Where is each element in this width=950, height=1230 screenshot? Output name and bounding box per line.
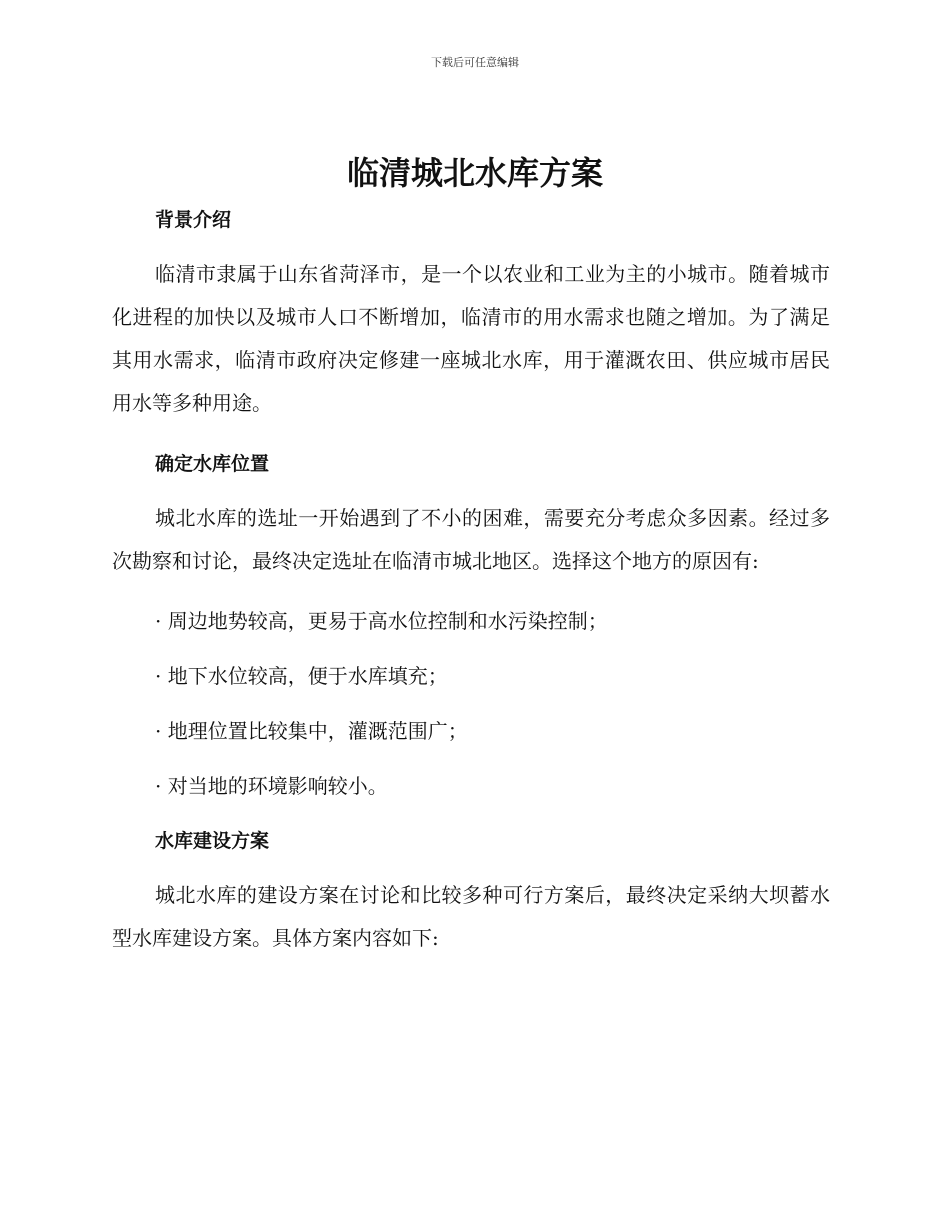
section-paragraph-construction: 城北水库的建设方案在讨论和比较多种可行方案后，最终决定采纳大坝蓄水型水库建设方案。具体方案内容如下: [112, 883, 830, 950]
section-paragraph-background: 临清市隶属于山东省菏泽市，是一个以农业和工业为主的小城市。随着城市化进程的加快以及城市人口不断增加，临清市的用水需求也随之增加。为了满足其用水需求，临清市政府决定修建一座城北水库，用于灌溉农田、供应城市居民用水等多种用途。 [112, 262, 830, 415]
section-heading-location: 确定水库位置 [155, 453, 270, 475]
section-heading-construction: 水库建设方案 [155, 830, 270, 852]
list-item: · 地理位置比较集中，灌溉范围广； [155, 719, 468, 743]
section-paragraph-location: 城北水库的选址一开始遇到了不小的困难，需要充分考虑众多因素。经过多次勘察和讨论，最终决定选址在临清市城北地区。选择这个地方的原因有: [112, 506, 830, 573]
list-item: · 地下水位较高，便于水库填充； [155, 664, 448, 688]
list-item: · 周边地势较高，更易于高水位控制和水污染控制； [155, 609, 608, 633]
list-item: · 对当地的环境影响较小。 [155, 774, 388, 798]
section-heading-background: 背景介绍 [155, 209, 232, 231]
header-note: 下载后可任意编辑 [431, 56, 519, 69]
document-body [112, 203, 830, 960]
document-title: 临清城北水库方案 [346, 154, 603, 192]
